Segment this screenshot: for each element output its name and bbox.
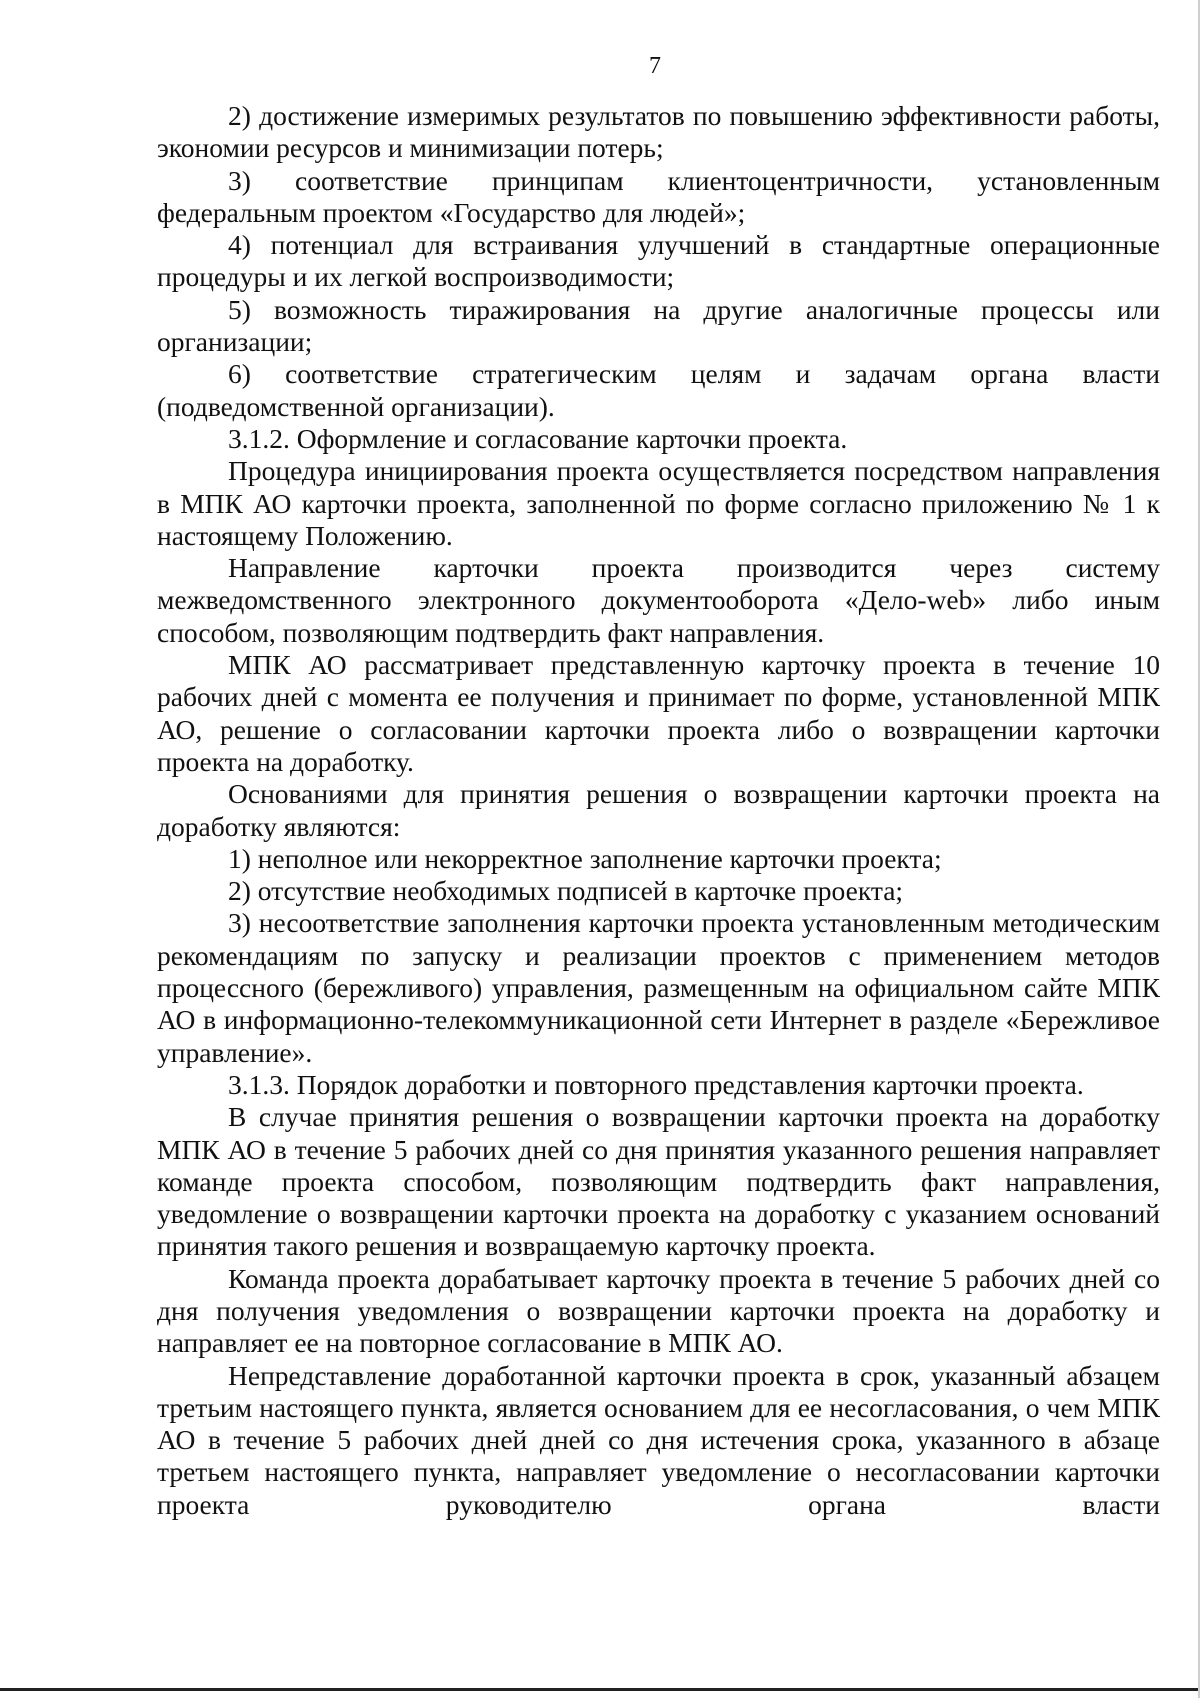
paragraph-initiation-procedure: Процедура инициирования проекта осуществляется посредством направления в МПК АО карточки проекта, заполненной по форме согласно приложению № 1 к настоящему Положению.: [157, 455, 1160, 551]
paragraph-criterion-3: 3) соответствие принципам клиентоцентричности, установленным федеральным проектом «Государство для людей»;: [157, 164, 1160, 228]
paragraph-ground-3: 3) несоответствие заполнения карточки проекта установленным методическим рекомендациям по запуску и реализации проектов с применением методов процессного (бережливого) управления, размещенным на официальном сайте МПК АО в информационно-телекоммуникационной сети Интернет в разделе «Бережливое управление».: [157, 907, 1160, 1068]
section-heading-3-1-2: 3.1.2. Оформление и согласование карточки проекта.: [228, 422, 848, 454]
paragraph-card-submission: Направление карточки проекта производится через систему межведомственного электронного документооборота «Дело-web» либо иным способом, позволяющим подтвердить факт направления.: [157, 552, 1160, 648]
document-body: [157, 100, 1160, 1521]
section-heading-3-1-3: 3.1.3. Порядок доработки и повторного представления карточки проекта.: [228, 1068, 1084, 1100]
paragraph-criterion-4: 4) потенциал для встраивания улучшений в стандартные операционные процедуры и их легкой воспроизводимости;: [157, 229, 1160, 293]
paragraph-criterion-2: 2) достижение измеримых результатов по повышению эффективности работы, экономии ресурсов и минимизации потерь;: [157, 100, 1160, 164]
paragraph-return-grounds: Основаниями для принятия решения о возвращении карточки проекта на доработку являются:: [157, 778, 1160, 842]
paragraph-criterion-5: 5) возможность тиражирования на другие аналогичные процессы или организации;: [157, 293, 1160, 358]
paragraph-ground-1: 1) неполное или некорректное заполнение карточки проекта;: [228, 842, 942, 874]
page-number: 7: [649, 53, 661, 79]
paragraph-criterion-6: 6) соответствие стратегическим целям и задачам органа власти (подведомственной организации).: [157, 358, 1160, 422]
paragraph-return-notice: В случае принятия решения о возвращении карточки проекта на доработку МПК АО в течение 5 рабочих дней со дня принятия указанного решения направляет команде проекта способом, позволяющим подтвердить факт направления, уведомление о возвращении карточки проекта на доработку с указанием оснований принятия такого решения и возвращаемую карточку проекта.: [157, 1101, 1160, 1262]
paragraph-ground-2: 2) отсутствие необходимых подписей в карточке проекта;: [228, 875, 904, 907]
paragraph-team-revision: Команда проекта дорабатывает карточку проекта в течение 5 рабочих дней со дня получения уведомления о возвращении карточки проекта на доработку и направляет ее на повторное согласование в МПК АО.: [157, 1262, 1160, 1359]
scan-bottom-edge: [0, 1688, 1200, 1691]
paragraph-review-period: МПК АО рассматривает представленную карточку проекта в течение 10 рабочих дней с момента ее получения и принимает по форме, установленной МПК АО, решение о согласовании карточки проекта либо о возвращении карточки проекта на доработку.: [157, 649, 1160, 777]
paragraph-non-submission: Непредставление доработанной карточки проекта в срок, указанный абзацем третьим настоящего пункта, является основанием для ее несогласования, о чем МПК АО в течение 5 рабочих дней дней со дня истечения срока, указанного в абзаце третьем настоящего пункта, направляет уведомление о несогласовании карточки проекта руководителю органа власти: [157, 1359, 1160, 1520]
